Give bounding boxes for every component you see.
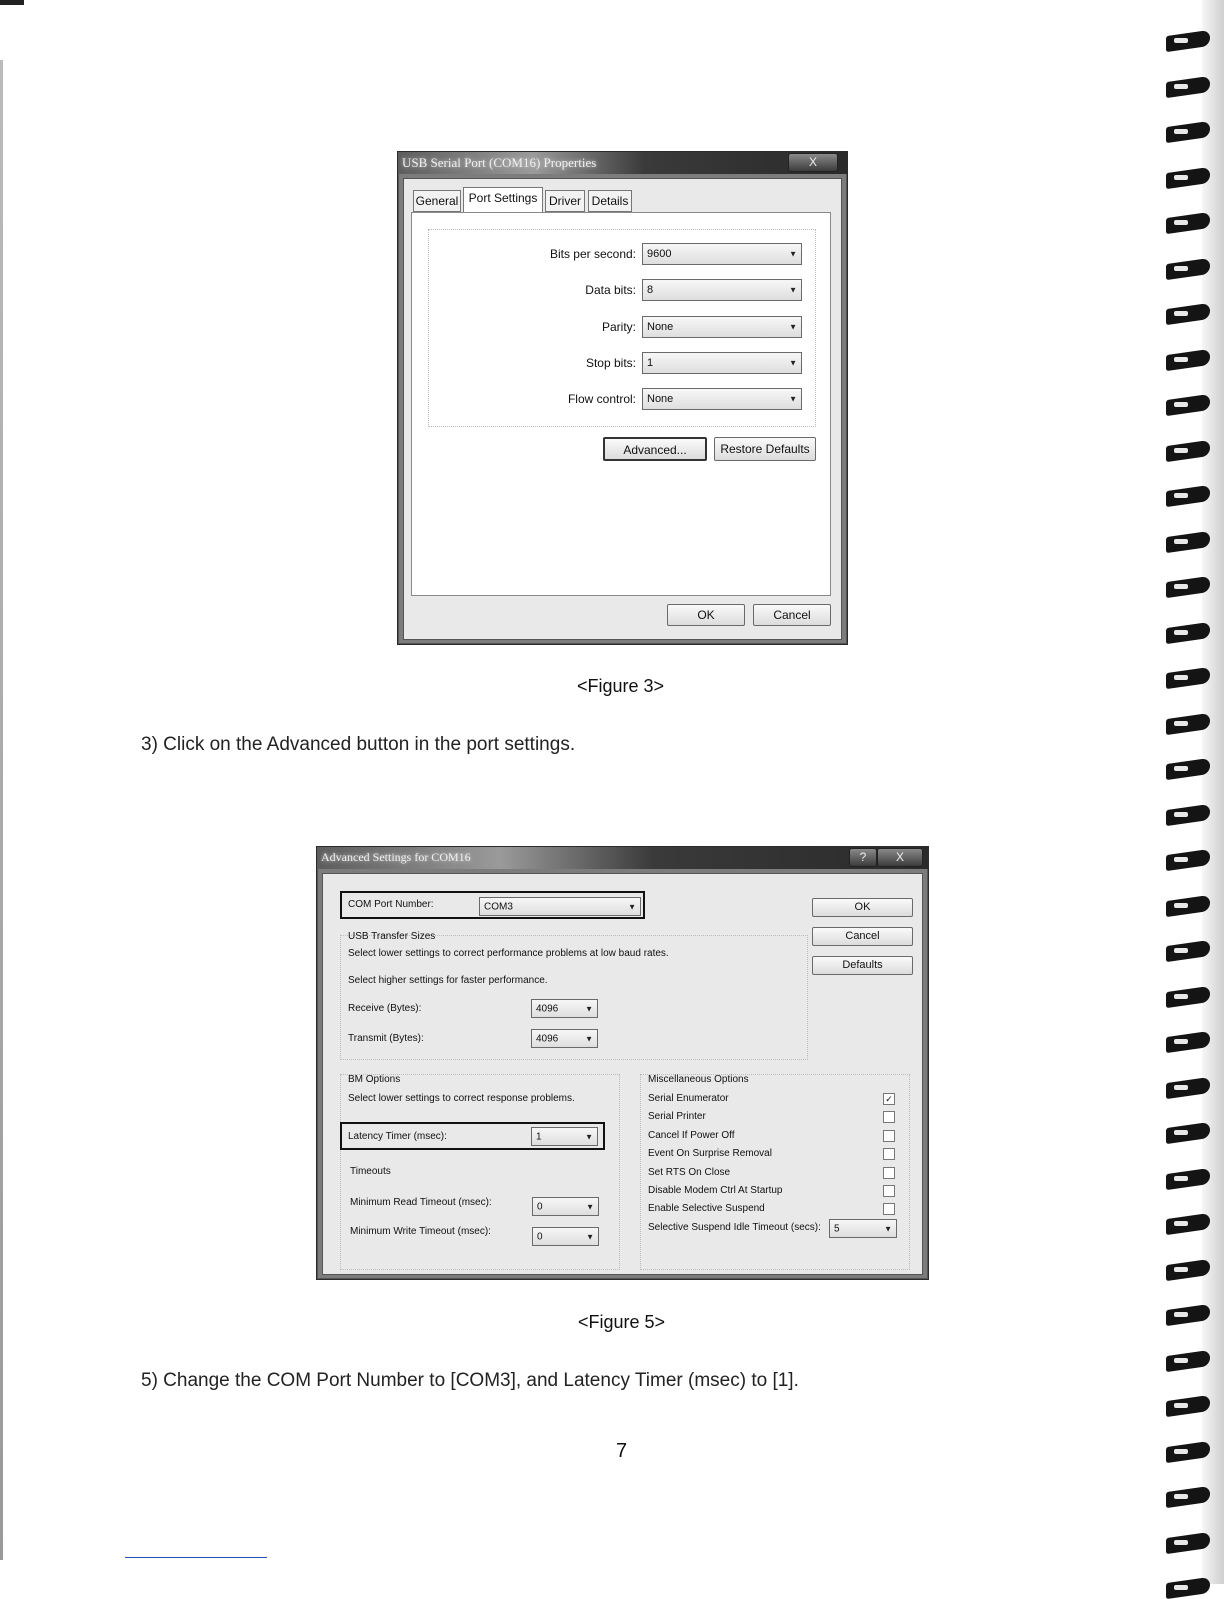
receive-value: 4096 — [536, 1003, 559, 1014]
step-5-instruction: 5) Change the COM Port Number to [COM3], and Latency Timer (msec) to [1]. — [141, 1370, 799, 1391]
misc-option-checkbox[interactable] — [883, 1130, 895, 1142]
advanced-button[interactable]: Advanced... — [603, 437, 707, 461]
tab-details[interactable]: Details — [588, 190, 632, 212]
data-bits-select[interactable] — [642, 279, 802, 301]
min-write-select[interactable] — [532, 1227, 599, 1246]
binding-coil — [1166, 1259, 1222, 1281]
receive-select[interactable] — [531, 999, 598, 1018]
chevron-down-icon: ▼ — [586, 1202, 594, 1211]
binding-coil — [1166, 713, 1222, 735]
binding-coil — [1166, 1122, 1222, 1144]
figure-5-caption: <Figure 5> — [578, 1312, 666, 1332]
misc-option-label: Event On Surprise Removal — [648, 1148, 772, 1159]
binding-coil — [1166, 667, 1222, 689]
binding-coil — [1166, 1486, 1222, 1508]
chevron-down-icon: ▼ — [789, 358, 797, 368]
binding-coil — [1166, 440, 1222, 462]
com-port-value: COM3 — [484, 901, 513, 912]
misc-option-label: Disable Modem Ctrl At Startup — [648, 1185, 783, 1196]
misc-option-label: Set RTS On Close — [648, 1167, 731, 1178]
stop-bits-select[interactable] — [642, 352, 802, 374]
corner-mark — [0, 0, 24, 5]
bits-per-second-label: Bits per second: — [549, 247, 636, 261]
binding-coil — [1166, 986, 1222, 1008]
parity-select[interactable] — [642, 316, 802, 338]
misc-option-label: Cancel If Power Off — [648, 1130, 735, 1141]
figure-3-caption: <Figure 3> — [577, 676, 665, 696]
usb-group-title: USB Transfer Sizes — [348, 931, 436, 942]
bits-per-second-value: 9600 — [647, 248, 672, 260]
misc-option-label: Serial Printer — [648, 1111, 706, 1122]
ok-button[interactable]: OK — [667, 604, 745, 626]
latency-value: 1 — [536, 1131, 542, 1142]
restore-defaults-button[interactable]: Restore Defaults — [714, 437, 816, 461]
bits-per-second-select[interactable] — [642, 243, 802, 265]
com-port-label: COM Port Number: — [348, 899, 434, 910]
binding-coil — [1166, 76, 1222, 98]
binding-coil — [1166, 121, 1222, 143]
binding-coil — [1166, 1031, 1222, 1053]
min-read-label: Minimum Read Timeout (msec): — [350, 1197, 492, 1208]
binding-coil — [1166, 303, 1222, 325]
binding-coil — [1166, 758, 1222, 780]
suspend-timeout-label: Selective Suspend Idle Timeout (secs): — [648, 1222, 821, 1233]
flow-control-select[interactable] — [642, 388, 802, 410]
misc-option-checkbox[interactable] — [883, 1148, 895, 1160]
binding-spine — [1202, 0, 1224, 1584]
suspend-timeout-value: 5 — [834, 1223, 840, 1234]
help-button[interactable]: ? — [849, 848, 877, 867]
transmit-value: 4096 — [536, 1033, 559, 1044]
binding-coil — [1166, 167, 1222, 189]
tab-general[interactable]: General — [413, 190, 461, 212]
min-write-label: Minimum Write Timeout (msec): — [350, 1226, 491, 1237]
defaults-button[interactable]: Defaults — [812, 956, 913, 975]
advanced-title: Advanced Settings for COM16 — [321, 850, 471, 864]
timeouts-title: Timeouts — [350, 1166, 391, 1177]
binding-coil — [1166, 804, 1222, 826]
binding-coil — [1166, 895, 1222, 917]
chevron-down-icon: ▼ — [586, 1232, 594, 1241]
usb-description-1: Select lower settings to correct performance problems at low baud rates. — [348, 948, 669, 959]
binding-coil — [1166, 576, 1222, 598]
misc-option-label: Enable Selective Suspend — [648, 1203, 765, 1214]
binding-coil — [1166, 349, 1222, 371]
binding-coil — [1166, 1395, 1222, 1417]
binding-coil — [1166, 1441, 1222, 1463]
close-button[interactable]: X — [877, 848, 923, 867]
page-left-edge — [0, 60, 3, 1560]
binding-coil — [1166, 1532, 1222, 1554]
chevron-down-icon: ▼ — [884, 1224, 892, 1233]
chevron-down-icon: ▼ — [585, 1132, 593, 1141]
flow-control-label: Flow control: — [567, 392, 636, 406]
suspend-timeout-select[interactable] — [829, 1219, 897, 1238]
misc-option-label: Serial Enumerator — [648, 1093, 729, 1104]
binding-coil — [1166, 622, 1222, 644]
cancel-button[interactable]: Cancel — [812, 927, 913, 946]
binding-coil — [1166, 849, 1222, 871]
footnote-rule — [125, 1557, 267, 1558]
cancel-button[interactable]: Cancel — [753, 604, 831, 626]
binding-coil — [1166, 1304, 1222, 1326]
transmit-select[interactable] — [531, 1029, 598, 1048]
flow-control-value: None — [647, 393, 674, 405]
transmit-label: Transmit (Bytes): — [348, 1033, 424, 1044]
misc-option-checkbox[interactable] — [883, 1203, 895, 1215]
chevron-down-icon: ▼ — [628, 902, 636, 911]
misc-option-checkbox[interactable]: ✓ — [883, 1093, 895, 1105]
min-write-value: 0 — [537, 1231, 543, 1242]
binding-coil — [1166, 258, 1222, 280]
chevron-down-icon: ▼ — [789, 322, 797, 332]
properties-title: USB Serial Port (COM16) Properties — [402, 155, 597, 170]
binding-coil — [1166, 1213, 1222, 1235]
latency-label: Latency Timer (msec): — [348, 1131, 447, 1142]
min-read-select[interactable] — [532, 1197, 599, 1216]
data-bits-label: Data bits: — [585, 283, 636, 297]
binding-coil — [1166, 394, 1222, 416]
binding-coil — [1166, 30, 1222, 52]
binding-coil — [1166, 485, 1222, 507]
chevron-down-icon: ▼ — [789, 249, 797, 259]
usb-description-2: Select higher settings for faster performance. — [348, 975, 548, 986]
misc-option-checkbox[interactable] — [883, 1185, 895, 1197]
tab-port-settings[interactable]: Port Settings — [463, 187, 543, 213]
close-button[interactable]: X — [788, 153, 838, 172]
receive-label: Receive (Bytes): — [348, 1003, 422, 1014]
misc-option-checkbox[interactable] — [883, 1167, 895, 1179]
latency-select[interactable] — [531, 1127, 598, 1146]
spiral-binding — [1160, 0, 1224, 1584]
binding-coil — [1166, 1077, 1222, 1099]
parity-label: Parity: — [601, 320, 636, 334]
chevron-down-icon: ▼ — [585, 1004, 593, 1013]
bm-group-title: BM Options — [348, 1074, 401, 1085]
chevron-down-icon: ▼ — [789, 394, 797, 404]
chevron-down-icon: ▼ — [585, 1034, 593, 1043]
binding-coil — [1166, 1168, 1222, 1190]
advanced-titlebar — [317, 847, 928, 869]
binding-coil — [1166, 531, 1222, 553]
tab-driver[interactable]: Driver — [545, 190, 585, 212]
stop-bits-label: Stop bits: — [585, 356, 636, 370]
properties-titlebar — [398, 152, 847, 174]
bm-description: Select lower settings to correct response problems. — [348, 1093, 575, 1104]
binding-coil — [1166, 1577, 1222, 1599]
parity-value: None — [647, 321, 674, 333]
com-port-select[interactable] — [479, 897, 641, 916]
misc-group-title: Miscellaneous Options — [648, 1074, 749, 1085]
binding-coil — [1166, 1350, 1222, 1372]
misc-option-checkbox[interactable] — [883, 1111, 895, 1123]
binding-coil — [1166, 212, 1222, 234]
binding-coil — [1166, 940, 1222, 962]
data-bits-value: 8 — [647, 284, 654, 296]
chevron-down-icon: ▼ — [789, 285, 797, 295]
min-read-value: 0 — [537, 1201, 543, 1212]
ok-button[interactable]: OK — [812, 898, 913, 917]
step-3-instruction: 3) Click on the Advanced button in the port settings. — [141, 734, 576, 755]
page-number: 7 — [616, 1440, 628, 1462]
stop-bits-value: 1 — [647, 357, 654, 369]
